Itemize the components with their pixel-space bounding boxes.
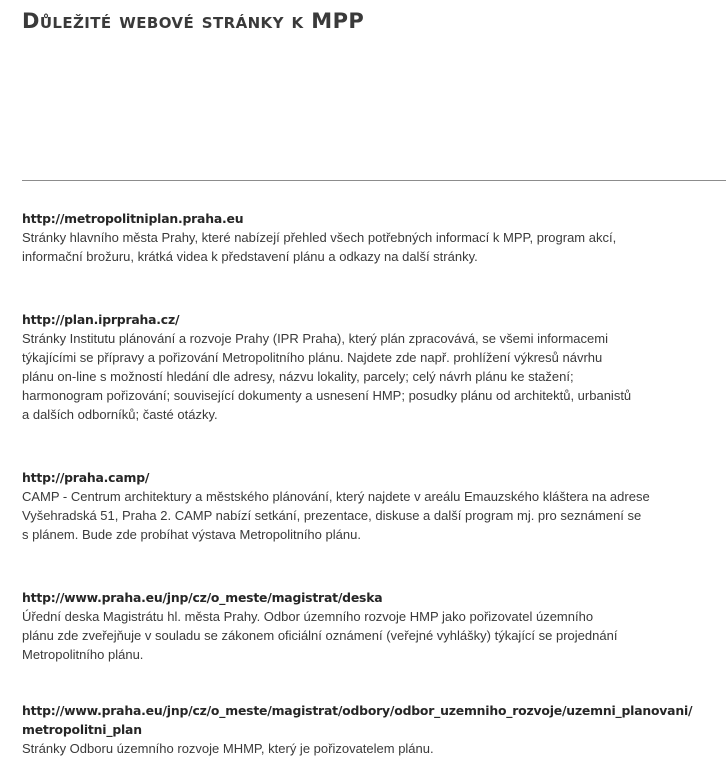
description-line: harmonogram pořizování; související dokumenty a usnesení HMP; posudky plánu od architektů, urbanistů	[22, 388, 632, 403]
description-line: týkajícími se přípravy a pořizování Metropolitního plánu. Najdete zde např. prohlížení výkresů návrhu	[22, 350, 603, 365]
link-entry	[22, 209, 716, 310]
page-title: Důležité webové stránky k MPP	[22, 9, 365, 33]
description-line: Vyšehradská 51, Praha 2. CAMP nabízí setkání, prezentace, diskuse a další program mj. pro seznámení se	[22, 508, 642, 523]
description-line: Stránky Institutu plánování a rozvoje Prahy (IPR Praha), který plán zpracovává, se všemi informacemi	[22, 331, 608, 346]
description-line: informační brožuru, krátká videa k představení plánu a odkazy na další stránky.	[22, 249, 478, 264]
description-line: Úřední deska Magistrátu hl. města Prahy. Odbor územního rozvoje HMP jako pořizovatel územního	[22, 609, 594, 624]
link-entry	[22, 588, 716, 701]
link-description	[22, 228, 716, 266]
links-list	[22, 209, 716, 758]
description-line: Stránky Odboru územního rozvoje MHMP, který je pořizovatelem plánu.	[22, 741, 434, 756]
link-description	[22, 607, 716, 664]
link-entry	[22, 310, 716, 468]
description-line: plánu on-line s možností hledání dle adresy, názvu lokality, parcely; celý návrh plánu ke stažení;	[22, 369, 574, 384]
link-url-line[interactable]: metropolitni_plan	[22, 722, 142, 737]
link-url[interactable]: http://plan.iprpraha.cz/	[22, 312, 180, 327]
link-url-line[interactable]: http://www.praha.eu/jnp/cz/o_meste/magistrat/odbory/odbor_uzemniho_rozvoje/uzemni_planovani/	[22, 703, 693, 718]
description-line: s plánem. Bude zde probíhat výstava Metropolitního plánu.	[22, 527, 361, 542]
link-entry	[22, 701, 716, 758]
description-line: CAMP - Centrum architektury a městského plánování, který najdete v areálu Emauzského kláštera na adrese	[22, 489, 650, 504]
description-line: Metropolitního plánu.	[22, 647, 144, 662]
link-description	[22, 487, 716, 544]
link-url[interactable]	[22, 701, 716, 739]
link-description	[22, 739, 716, 758]
description-line: Stránky hlavního města Prahy, které nabízejí přehled všech potřebných informací k MPP, program akcí,	[22, 230, 617, 245]
link-description	[22, 329, 716, 424]
description-line: plánu zde zveřejňuje v souladu se zákonem oficiální oznámení (veřejné vyhlášky) týkající se projednání	[22, 628, 618, 643]
description-line: a dalších odborníků; časté otázky.	[22, 407, 218, 422]
link-url[interactable]: http://www.praha.eu/jnp/cz/o_meste/magistrat/deska	[22, 590, 383, 605]
divider	[22, 180, 726, 181]
link-url[interactable]: http://praha.camp/	[22, 470, 150, 485]
link-url[interactable]: http://metropolitniplan.praha.eu	[22, 211, 244, 226]
link-entry	[22, 468, 716, 588]
